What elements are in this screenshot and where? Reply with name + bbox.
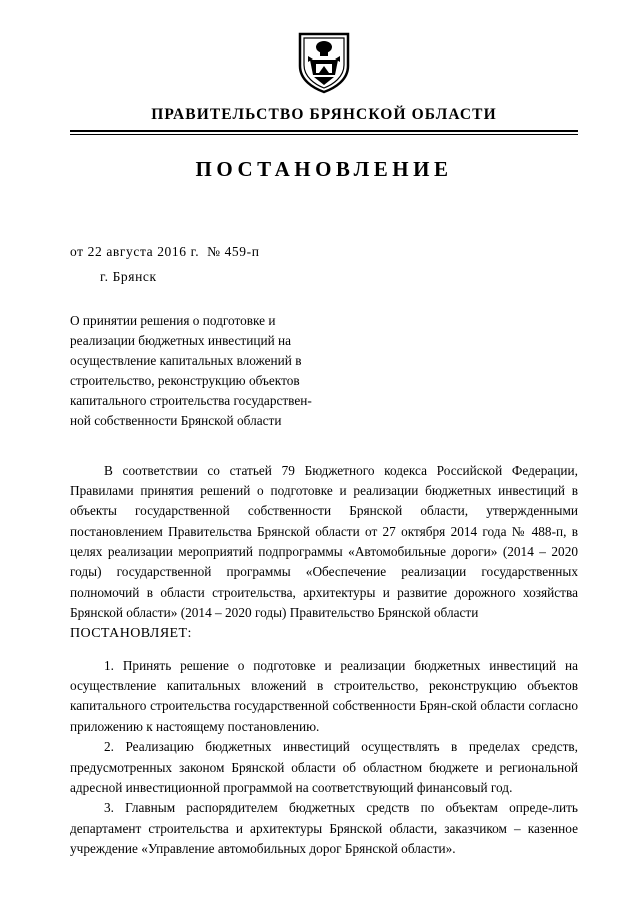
resolution-item: 3. Главным распорядителем бюджетных средств по объектам опреде-лить департамент строительства и архитектуры Брянской области, заказчиком – казенное учреждение «Управление автомобильных дорог Брянской области». (70, 800, 578, 856)
header-divider (70, 130, 578, 135)
bryansk-oblast-coat-of-arms-icon (297, 30, 351, 94)
government-title: ПРАВИТЕЛЬСТВО БРЯНСКОЙ ОБЛАСТИ (151, 106, 497, 123)
document-body (70, 461, 578, 860)
coat-of-arms-container (70, 30, 578, 94)
subject-line: О принятии решения о подготовке и (70, 313, 276, 328)
subject-line: реализации бюджетных инвестиций на (70, 332, 292, 348)
subject-line: ной собственности Брянской области (70, 412, 282, 428)
preamble-paragraph: В соответствии со статьей 79 Бюджетного кодекса Российской Федерации, Правилами принятия решений о подготовке и реализации бюджетных инвестиций в объекты государственной собственности Брянской области, утвержденными постановлением Правительства Брянской области от 27 октября 2014 года № 488-п, в целях реализации мероприятий подпрограммы «Автомобильные дороги» (2014 – 2020 годы) государственной программы «Обеспечение реализации государственных полномочий в области строительства, архитектуры и развитие дорожного хозяйства Брянской области» (2014 – 2020 годы) Правительство Брянской области (70, 462, 578, 621)
subject-line: капитального строительства государствен- (70, 392, 312, 408)
document-kind-title: ПОСТАНОВЛЕНИЕ (195, 157, 453, 181)
document-city: г. Брянск (100, 269, 157, 284)
subject-line: строительство, реконструкцию объектов (70, 372, 300, 388)
resolution-item: 1. Принять решение о подготовке и реализации бюджетных инвестиций на осуществление капитальных вложений в строительство, реконструкцию объектов капитального строительства государственной собственности Брян-ской области согласно приложению к настоящему постановлению. (70, 657, 578, 734)
subject-line: осуществление капитальных вложений в (70, 352, 302, 368)
resolution-item: 2. Реализацию бюджетных инвестиций осуществлять в пределах средств, предусмотренных законом Брянской области об областном бюджете и региональной адресной инвестиционной программой на соответствующий финансовый год. (70, 739, 578, 795)
resolution-keyword: ПОСТАНОВЛЯЕТ: (70, 626, 192, 642)
document-date-number: от 22 августа 2016 г. № 459-п (70, 244, 260, 259)
document-meta (70, 244, 578, 285)
document-subject (70, 311, 370, 431)
